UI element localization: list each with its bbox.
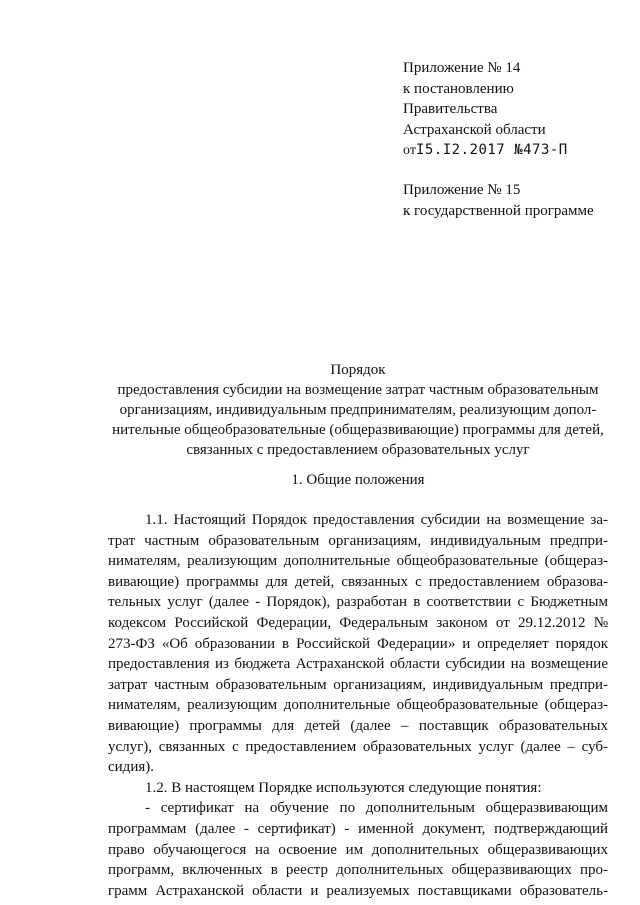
body-line: вивающие) программы для детей, связанных с предоставлением образова-: [108, 573, 608, 590]
body-line: нимателям, реализующим дополнительные общеобразовательные (общераз-: [108, 553, 608, 570]
body-text: [108, 510, 608, 901]
section-heading: 1. Общие положения: [291, 472, 425, 488]
date-stamp: I5.I2.2017 №473-П: [415, 142, 568, 158]
body-line: трат частным образовательным организациям, индивидуальным предпри-: [108, 532, 608, 549]
title-line-5: связанных с предоставлением образовательных услуг: [186, 442, 530, 458]
appendix-14-block: [403, 58, 568, 162]
appendix-15-line-2: к государственной программе: [403, 202, 594, 219]
title-line-2: предоставления субсидии на возмещение затрат частным образовательным: [117, 382, 599, 398]
body-line: программ, включенных в реестр дополнительных общеразвивающих про-: [108, 862, 608, 879]
body-line: нимателям, реализующим дополнительные общеобразовательные (общераз-: [108, 697, 608, 714]
body-line: 1.1. Настоящий Порядок предоставления субсидии на возмещение за-: [145, 512, 608, 528]
title-line-3: организациям, индивидуальным предпринимателям, реализующим допол-: [119, 402, 597, 418]
body-line: кодексом Российской Федерации, Федеральным законом от 29.12.2012 №: [108, 614, 608, 631]
body-line: сидия).: [108, 759, 154, 776]
body-line: затрат частным образовательным организациям, индивидуальным предпри-: [108, 676, 608, 693]
body-line: - сертификат на обучение по дополнительным общеразвивающим: [145, 800, 608, 817]
appendix-14-date-line: [403, 140, 568, 162]
body-line: грамм Астраханской области и реализуемых поставщиками образователь-: [108, 882, 608, 899]
appendix-15-line-1: Приложение № 15: [403, 182, 521, 198]
body-line: тельных услуг (далее - Порядок), разработан в соответствии с Бюджетным: [108, 594, 608, 611]
body-line: 273-ФЗ «Об образовании в Российской Федерации» и определяет порядок: [108, 635, 608, 652]
appendix-14-line-2: к постановлению: [403, 80, 514, 97]
appendix-15-block: [403, 180, 594, 221]
body-line: программам (далее - сертификат) - именной документ, подтверждающий: [108, 820, 608, 837]
appendix-14-line-1: Приложение № 14: [403, 60, 521, 76]
body-line: вивающие) программы для детей (далее – поставщик образовательных: [108, 717, 608, 734]
title-line-1: Порядок: [330, 362, 386, 378]
body-line: услуг), связанных с предоставлением образовательных услуг (далее – суб-: [108, 738, 608, 755]
appendix-14-line-4: Астраханской области: [403, 121, 546, 138]
title-line-4: нительные общеобразовательные (общеразвивающие) программы для детей,: [112, 422, 604, 438]
date-prefix: от: [403, 143, 416, 158]
body-line: предоставления из бюджета Астраханской области субсидии на возмещение: [108, 656, 608, 673]
document-title: [108, 360, 608, 460]
body-line: 1.2. В настоящем Порядке используются следующие понятия:: [145, 779, 542, 796]
appendix-14-line-3: Правительства: [403, 101, 498, 117]
body-line: право обучающегося на освоение им дополнительных общеразвивающих: [108, 841, 608, 858]
